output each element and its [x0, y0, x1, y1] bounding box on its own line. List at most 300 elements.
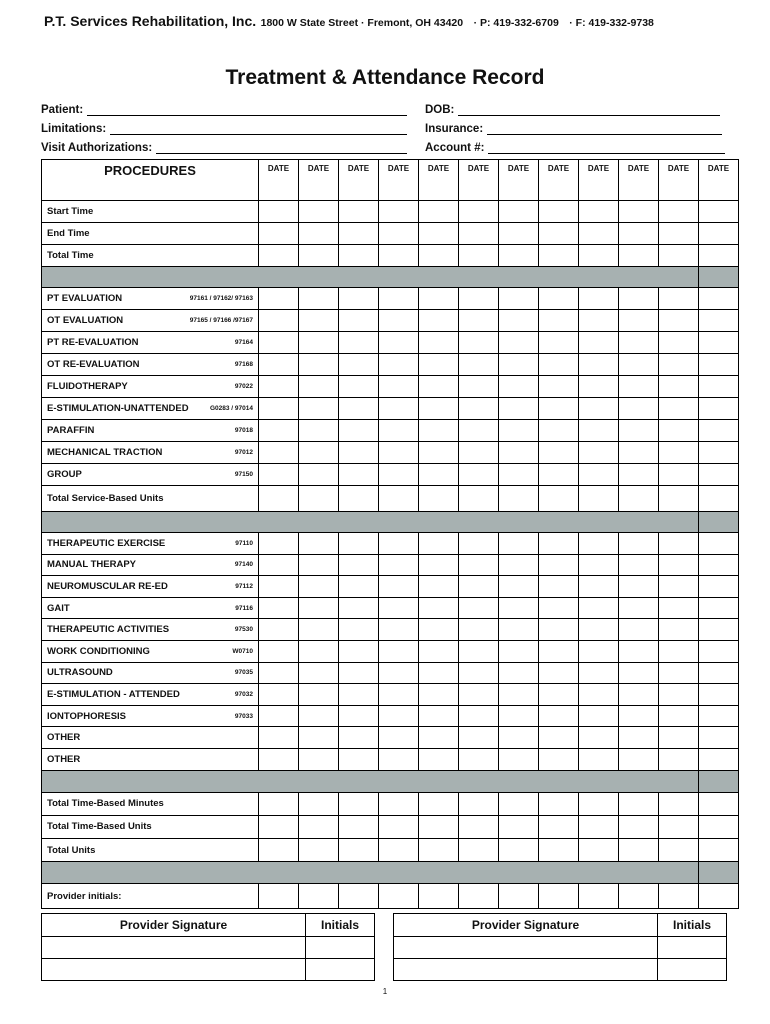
date-cell[interactable]: [339, 884, 379, 909]
date-cell[interactable]: [459, 705, 499, 727]
date-cell[interactable]: [459, 464, 499, 486]
date-cell[interactable]: [499, 420, 539, 442]
date-cell[interactable]: [699, 705, 739, 727]
date-cell[interactable]: [419, 597, 459, 619]
date-cell[interactable]: [379, 640, 419, 662]
date-cell[interactable]: [299, 398, 339, 420]
date-cell[interactable]: [459, 201, 499, 223]
date-cell[interactable]: [579, 310, 619, 332]
date-cell[interactable]: [419, 640, 459, 662]
date-cell[interactable]: [339, 245, 379, 267]
date-cell[interactable]: [579, 223, 619, 245]
date-cell[interactable]: [459, 288, 499, 310]
date-cell[interactable]: [339, 815, 379, 838]
date-cell[interactable]: [699, 727, 739, 749]
date-cell[interactable]: [499, 748, 539, 770]
date-cell[interactable]: [419, 554, 459, 576]
date-cell[interactable]: [459, 533, 499, 555]
date-cell[interactable]: [419, 223, 459, 245]
date-cell[interactable]: [499, 705, 539, 727]
date-cell[interactable]: [579, 815, 619, 838]
date-cell[interactable]: [579, 705, 619, 727]
date-cell[interactable]: [539, 464, 579, 486]
date-cell[interactable]: [499, 619, 539, 641]
date-cell[interactable]: [659, 464, 699, 486]
date-cell[interactable]: [659, 576, 699, 598]
date-cell[interactable]: [299, 792, 339, 815]
date-cell[interactable]: [259, 376, 299, 398]
date-cell[interactable]: [699, 245, 739, 267]
date-cell[interactable]: [259, 640, 299, 662]
date-cell[interactable]: [259, 332, 299, 354]
date-cell[interactable]: [379, 288, 419, 310]
date-cell[interactable]: [259, 486, 299, 512]
date-cell[interactable]: [619, 420, 659, 442]
date-cell[interactable]: [499, 332, 539, 354]
date-cell[interactable]: [539, 223, 579, 245]
date-cell[interactable]: [619, 815, 659, 838]
date-cell[interactable]: [379, 398, 419, 420]
date-cell[interactable]: [579, 597, 619, 619]
date-cell[interactable]: [699, 748, 739, 770]
date-cell[interactable]: [419, 662, 459, 684]
date-cell[interactable]: [419, 748, 459, 770]
date-cell[interactable]: [379, 576, 419, 598]
date-cell[interactable]: [699, 640, 739, 662]
date-cell[interactable]: [699, 486, 739, 512]
date-cell[interactable]: [379, 223, 419, 245]
date-cell[interactable]: [339, 464, 379, 486]
date-cell[interactable]: [659, 597, 699, 619]
limitations-line[interactable]: [110, 121, 407, 135]
date-cell[interactable]: [699, 354, 739, 376]
date-cell[interactable]: [579, 201, 619, 223]
date-cell[interactable]: [579, 554, 619, 576]
date-cell[interactable]: [299, 533, 339, 555]
date-cell[interactable]: [699, 223, 739, 245]
date-cell[interactable]: [379, 815, 419, 838]
date-cell[interactable]: [339, 533, 379, 555]
date-cell[interactable]: [259, 662, 299, 684]
date-cell[interactable]: [419, 354, 459, 376]
dob-field[interactable]: [425, 99, 720, 116]
date-cell[interactable]: [379, 884, 419, 909]
date-cell[interactable]: [699, 442, 739, 464]
date-cell[interactable]: [539, 288, 579, 310]
date-cell[interactable]: [259, 223, 299, 245]
date-cell[interactable]: [579, 376, 619, 398]
date-cell[interactable]: [459, 839, 499, 862]
date-cell[interactable]: [379, 619, 419, 641]
date-cell[interactable]: [459, 245, 499, 267]
date-cell[interactable]: [339, 640, 379, 662]
date-cell[interactable]: [259, 288, 299, 310]
patient-field[interactable]: [41, 99, 407, 116]
date-cell[interactable]: [299, 245, 339, 267]
date-cell[interactable]: [499, 640, 539, 662]
date-cell[interactable]: [339, 554, 379, 576]
date-cell[interactable]: [299, 354, 339, 376]
date-cell[interactable]: [579, 398, 619, 420]
date-cell[interactable]: [339, 748, 379, 770]
date-cell[interactable]: [659, 727, 699, 749]
date-cell[interactable]: [579, 442, 619, 464]
date-cell[interactable]: [299, 884, 339, 909]
date-cell[interactable]: [539, 398, 579, 420]
date-cell[interactable]: [499, 201, 539, 223]
initials-cell[interactable]: [306, 937, 375, 959]
limitations-field[interactable]: [41, 118, 407, 135]
date-cell[interactable]: [419, 332, 459, 354]
date-cell[interactable]: [539, 839, 579, 862]
date-cell[interactable]: [699, 597, 739, 619]
date-cell[interactable]: [499, 288, 539, 310]
insurance-field[interactable]: [425, 118, 722, 135]
date-cell[interactable]: [419, 376, 459, 398]
date-cell[interactable]: [699, 201, 739, 223]
date-cell[interactable]: [459, 354, 499, 376]
date-cell[interactable]: [579, 332, 619, 354]
date-cell[interactable]: [419, 442, 459, 464]
date-cell[interactable]: [379, 533, 419, 555]
date-cell[interactable]: [539, 792, 579, 815]
date-cell[interactable]: [419, 288, 459, 310]
date-cell[interactable]: [499, 884, 539, 909]
date-cell[interactable]: [259, 533, 299, 555]
date-cell[interactable]: [619, 884, 659, 909]
date-cell[interactable]: [659, 420, 699, 442]
date-cell[interactable]: [299, 554, 339, 576]
date-cell[interactable]: [259, 398, 299, 420]
account-field[interactable]: [425, 137, 725, 154]
date-cell[interactable]: [339, 839, 379, 862]
date-cell[interactable]: [459, 619, 499, 641]
date-cell[interactable]: [419, 533, 459, 555]
date-cell[interactable]: [619, 619, 659, 641]
date-cell[interactable]: [299, 201, 339, 223]
date-cell[interactable]: [619, 376, 659, 398]
date-cell[interactable]: [299, 223, 339, 245]
date-cell[interactable]: [619, 464, 659, 486]
date-cell[interactable]: [619, 332, 659, 354]
date-cell[interactable]: [659, 310, 699, 332]
date-cell[interactable]: [499, 245, 539, 267]
date-cell[interactable]: [699, 310, 739, 332]
visit-authorizations-field[interactable]: [41, 137, 407, 154]
initials-cell[interactable]: [658, 959, 727, 981]
date-cell[interactable]: [419, 245, 459, 267]
date-cell[interactable]: [459, 554, 499, 576]
date-cell[interactable]: [259, 619, 299, 641]
date-cell[interactable]: [459, 597, 499, 619]
date-cell[interactable]: [579, 354, 619, 376]
date-cell[interactable]: [379, 420, 419, 442]
date-cell[interactable]: [579, 245, 619, 267]
date-cell[interactable]: [419, 398, 459, 420]
date-cell[interactable]: [699, 792, 739, 815]
date-cell[interactable]: [259, 554, 299, 576]
date-cell[interactable]: [299, 748, 339, 770]
date-cell[interactable]: [539, 640, 579, 662]
date-cell[interactable]: [379, 554, 419, 576]
date-cell[interactable]: [299, 597, 339, 619]
date-cell[interactable]: [379, 748, 419, 770]
date-cell[interactable]: [299, 310, 339, 332]
date-cell[interactable]: [299, 727, 339, 749]
date-cell[interactable]: [259, 597, 299, 619]
date-cell[interactable]: [459, 310, 499, 332]
date-cell[interactable]: [539, 310, 579, 332]
date-cell[interactable]: [659, 223, 699, 245]
date-cell[interactable]: [579, 576, 619, 598]
date-cell[interactable]: [379, 332, 419, 354]
date-cell[interactable]: [539, 619, 579, 641]
date-cell[interactable]: [539, 354, 579, 376]
date-cell[interactable]: [499, 576, 539, 598]
date-cell[interactable]: [459, 223, 499, 245]
date-cell[interactable]: [379, 201, 419, 223]
date-cell[interactable]: [699, 684, 739, 706]
date-cell[interactable]: [339, 662, 379, 684]
date-cell[interactable]: [339, 310, 379, 332]
date-cell[interactable]: [379, 792, 419, 815]
date-cell[interactable]: [259, 684, 299, 706]
date-cell[interactable]: [539, 420, 579, 442]
date-cell[interactable]: [379, 727, 419, 749]
date-cell[interactable]: [579, 619, 619, 641]
date-cell[interactable]: [619, 839, 659, 862]
date-cell[interactable]: [579, 464, 619, 486]
date-cell[interactable]: [659, 376, 699, 398]
date-cell[interactable]: [539, 245, 579, 267]
date-cell[interactable]: [619, 554, 659, 576]
date-cell[interactable]: [339, 332, 379, 354]
date-cell[interactable]: [499, 310, 539, 332]
date-cell[interactable]: [619, 533, 659, 555]
date-cell[interactable]: [419, 884, 459, 909]
date-cell[interactable]: [619, 201, 659, 223]
date-cell[interactable]: [579, 748, 619, 770]
date-cell[interactable]: [459, 662, 499, 684]
date-cell[interactable]: [339, 376, 379, 398]
date-cell[interactable]: [259, 354, 299, 376]
date-cell[interactable]: [659, 662, 699, 684]
date-cell[interactable]: [659, 748, 699, 770]
signature-cell[interactable]: [42, 937, 306, 959]
date-cell[interactable]: [539, 486, 579, 512]
date-cell[interactable]: [259, 464, 299, 486]
date-cell[interactable]: [619, 640, 659, 662]
signature-cell[interactable]: [394, 959, 658, 981]
date-cell[interactable]: [699, 420, 739, 442]
date-cell[interactable]: [499, 597, 539, 619]
date-cell[interactable]: [419, 839, 459, 862]
date-cell[interactable]: [659, 554, 699, 576]
date-cell[interactable]: [539, 705, 579, 727]
date-cell[interactable]: [299, 576, 339, 598]
date-cell[interactable]: [419, 486, 459, 512]
date-cell[interactable]: [619, 442, 659, 464]
date-cell[interactable]: [299, 705, 339, 727]
date-cell[interactable]: [699, 533, 739, 555]
date-cell[interactable]: [299, 332, 339, 354]
date-cell[interactable]: [579, 288, 619, 310]
date-cell[interactable]: [499, 486, 539, 512]
date-cell[interactable]: [459, 420, 499, 442]
date-cell[interactable]: [459, 792, 499, 815]
date-cell[interactable]: [419, 727, 459, 749]
date-cell[interactable]: [699, 288, 739, 310]
date-cell[interactable]: [499, 839, 539, 862]
date-cell[interactable]: [339, 288, 379, 310]
date-cell[interactable]: [379, 354, 419, 376]
date-cell[interactable]: [459, 332, 499, 354]
date-cell[interactable]: [619, 748, 659, 770]
account-line[interactable]: [488, 140, 725, 154]
date-cell[interactable]: [379, 376, 419, 398]
date-cell[interactable]: [499, 376, 539, 398]
date-cell[interactable]: [459, 376, 499, 398]
date-cell[interactable]: [339, 398, 379, 420]
date-cell[interactable]: [339, 442, 379, 464]
date-cell[interactable]: [619, 597, 659, 619]
date-cell[interactable]: [539, 684, 579, 706]
date-cell[interactable]: [259, 792, 299, 815]
date-cell[interactable]: [539, 533, 579, 555]
date-cell[interactable]: [619, 310, 659, 332]
date-cell[interactable]: [379, 839, 419, 862]
date-cell[interactable]: [379, 705, 419, 727]
date-cell[interactable]: [259, 310, 299, 332]
date-cell[interactable]: [499, 223, 539, 245]
patient-line[interactable]: [87, 102, 407, 116]
date-cell[interactable]: [259, 201, 299, 223]
date-cell[interactable]: [339, 684, 379, 706]
date-cell[interactable]: [339, 619, 379, 641]
date-cell[interactable]: [299, 640, 339, 662]
date-cell[interactable]: [699, 464, 739, 486]
date-cell[interactable]: [339, 792, 379, 815]
date-cell[interactable]: [299, 464, 339, 486]
date-cell[interactable]: [419, 420, 459, 442]
date-cell[interactable]: [619, 705, 659, 727]
date-cell[interactable]: [339, 727, 379, 749]
date-cell[interactable]: [699, 554, 739, 576]
date-cell[interactable]: [259, 839, 299, 862]
date-cell[interactable]: [699, 815, 739, 838]
date-cell[interactable]: [659, 640, 699, 662]
date-cell[interactable]: [499, 727, 539, 749]
date-cell[interactable]: [379, 684, 419, 706]
date-cell[interactable]: [659, 486, 699, 512]
date-cell[interactable]: [659, 288, 699, 310]
date-cell[interactable]: [619, 576, 659, 598]
date-cell[interactable]: [499, 354, 539, 376]
date-cell[interactable]: [339, 486, 379, 512]
date-cell[interactable]: [259, 884, 299, 909]
date-cell[interactable]: [419, 201, 459, 223]
date-cell[interactable]: [459, 727, 499, 749]
date-cell[interactable]: [499, 442, 539, 464]
date-cell[interactable]: [459, 398, 499, 420]
date-cell[interactable]: [619, 792, 659, 815]
date-cell[interactable]: [699, 662, 739, 684]
date-cell[interactable]: [339, 705, 379, 727]
date-cell[interactable]: [299, 420, 339, 442]
date-cell[interactable]: [659, 442, 699, 464]
date-cell[interactable]: [659, 705, 699, 727]
date-cell[interactable]: [699, 398, 739, 420]
date-cell[interactable]: [659, 884, 699, 909]
date-cell[interactable]: [259, 748, 299, 770]
date-cell[interactable]: [619, 662, 659, 684]
date-cell[interactable]: [539, 201, 579, 223]
date-cell[interactable]: [579, 884, 619, 909]
date-cell[interactable]: [619, 223, 659, 245]
date-cell[interactable]: [499, 554, 539, 576]
initials-cell[interactable]: [658, 937, 727, 959]
date-cell[interactable]: [259, 705, 299, 727]
date-cell[interactable]: [619, 398, 659, 420]
date-cell[interactable]: [579, 420, 619, 442]
date-cell[interactable]: [299, 815, 339, 838]
date-cell[interactable]: [659, 354, 699, 376]
date-cell[interactable]: [619, 354, 659, 376]
date-cell[interactable]: [579, 792, 619, 815]
date-cell[interactable]: [259, 815, 299, 838]
date-cell[interactable]: [299, 662, 339, 684]
date-cell[interactable]: [459, 442, 499, 464]
date-cell[interactable]: [299, 619, 339, 641]
date-cell[interactable]: [659, 684, 699, 706]
date-cell[interactable]: [699, 376, 739, 398]
initials-cell[interactable]: [306, 959, 375, 981]
date-cell[interactable]: [659, 332, 699, 354]
date-cell[interactable]: [379, 486, 419, 512]
date-cell[interactable]: [379, 597, 419, 619]
date-cell[interactable]: [499, 684, 539, 706]
date-cell[interactable]: [499, 464, 539, 486]
date-cell[interactable]: [579, 684, 619, 706]
date-cell[interactable]: [299, 839, 339, 862]
date-cell[interactable]: [579, 533, 619, 555]
date-cell[interactable]: [259, 420, 299, 442]
date-cell[interactable]: [459, 884, 499, 909]
date-cell[interactable]: [419, 619, 459, 641]
date-cell[interactable]: [579, 640, 619, 662]
date-cell[interactable]: [419, 684, 459, 706]
date-cell[interactable]: [419, 815, 459, 838]
date-cell[interactable]: [379, 464, 419, 486]
date-cell[interactable]: [339, 223, 379, 245]
date-cell[interactable]: [459, 576, 499, 598]
date-cell[interactable]: [299, 376, 339, 398]
date-cell[interactable]: [419, 705, 459, 727]
date-cell[interactable]: [259, 727, 299, 749]
date-cell[interactable]: [659, 792, 699, 815]
date-cell[interactable]: [539, 376, 579, 398]
date-cell[interactable]: [619, 727, 659, 749]
insurance-line[interactable]: [487, 121, 722, 135]
date-cell[interactable]: [659, 201, 699, 223]
date-cell[interactable]: [499, 792, 539, 815]
date-cell[interactable]: [419, 792, 459, 815]
date-cell[interactable]: [539, 727, 579, 749]
date-cell[interactable]: [419, 464, 459, 486]
date-cell[interactable]: [259, 245, 299, 267]
date-cell[interactable]: [259, 576, 299, 598]
date-cell[interactable]: [379, 662, 419, 684]
